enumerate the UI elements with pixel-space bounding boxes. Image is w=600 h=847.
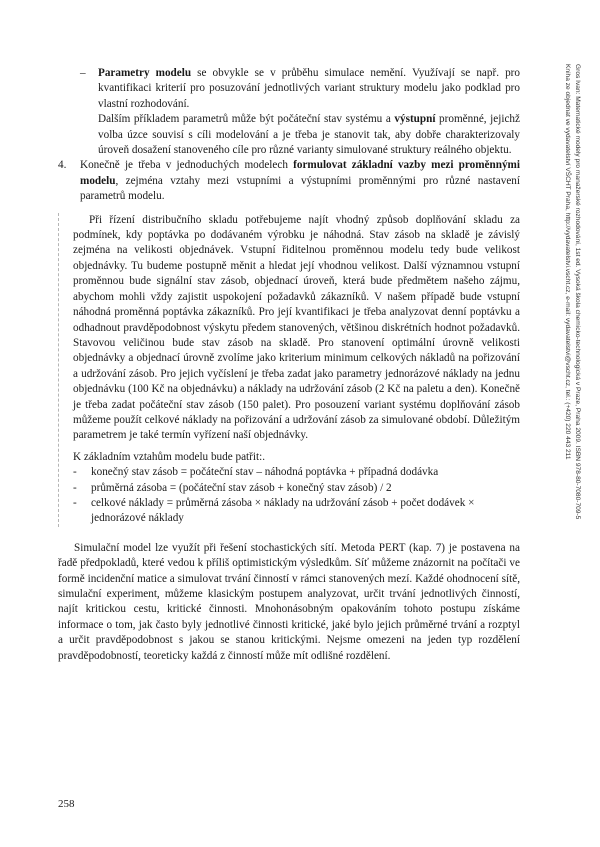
term-bold: formulovat základní vazby mezi proměnnými modelu [80,159,520,187]
dash-bullet: – [80,67,86,79]
citation-line: Gros Ivan: Matematické modely pro manažerské rozhodování, 1st ed. Vysoká škola chemicko-technologická v Praze, Praha 2009. ISBN 978-80-7080-709-5 [574,64,581,520]
order-line: Kniha ze objednat ve vydavatelství VŠCHT Praha, http://vydavatelstvi.vscht.cz, e-mail: vydavatelstvi@vscht.cz, tel.: (+420) 220 443 211 [564,64,571,460]
paragraph-stochastic-networks: Simulační model lze využít při řešení stochastických sítí. Metoda PERT (kap. 7) je postavena na řadě předpokladů, které vedou k příliš optimistickým výsledkům. Síť můžeme znázornit na počítači ve formě incidenční matice a simulovat trvání činností v rámci stanovených mezí. Každé ohodnocení sítě, simulační experiment, můžeme klasickým postupem analyzovat, určit trvání jednotlivých činností, najít kritickou cestu, kritické činnosti. Mnohonásobným opakováním tohoto postupu získáme informace o tom, jak často byly jednotlivé činnosti kritické, jaké bylo jejich průměrné trvání a rozptyl a určit pravděpodobnost s jakou se stanou kritickými. Nejsme omezeni na jeden typ rozdělení pravděpodobností, teoreticky každá z činností může mít odlišné rozdělení. [58,541,520,662]
term-bold: výstupní [394,113,436,126]
term-bold: Parametry modelu [98,67,192,79]
side-citation [552,64,582,624]
page-number: 258 [58,798,75,810]
numbered-item-4: 4. Konečně je třeba v jednoduchých modelech formulovat základní vazby mezi proměnnými modelu, zejména vztahy mezi vstupními a výstupními proměnnými pro různé nastavení parametrů modelu. [58,158,520,204]
example-paragraph: Při řízení distribučního skladu potřebujeme najít vhodný způsob doplňování skladu za podmínek, kdy poptávka po dodávaném výrobku je náhodná. Stav zásob na skladě je závislý zejména na velikosti objednávek. Vstupní řiditelnou proměnnou modelu tedy bude velikost objednávky. Tu budeme postupně měnit a hledat její vhodnou velikost. Další významnou vstupní proměnnou bude signální stav zásob, objednací úroveň, která bude předmětem našeho zájmu, abychom mohli vždy zajistit uspokojení požadavků zákazníků. V našem případě bude vstupní náhodná proměnná poptávka zákazníků. Pro její kvantifikaci je třeba analyzovat denní poptávku a odhadnout pravděpodobnost výskytu předem stanovených, většinou diskrétních hodnot požadavků. Stavovou veličinou bude stav zásob na skladě. Pro stanovení optimální úrovně velikosti objednávky a objednací úrovně zvolíme jako kriterium minimum celkových nákladů na pořizování a udržování zásob. Pro jejich vyčíslení je třeba zadat jako parametry jednorázové náklady na jednu objednávku (100 Kč na objednávku) a náklady na udržování zásob (2 Kč na paletu a den). Konečně je třeba zadat počáteční stav zásob (150 palet). Pro posouzení variant systému doplňování zásob můžeme použít celkové náklady na pořizování a udržování zásob za simulované období. Důležitým parametrem je také termín vyřízení naší objednávky. [73,213,520,442]
item-number: 4. [58,159,67,172]
list-item-parameters [80,66,520,112]
item-text: se obvykle se v průběhu simulace nemění. Využívají se např. pro kvantifikaci kriterií pro posuzování jednotlivých variant struktury modelu jako podklad pro vlastní rozhodování. [98,67,520,110]
example-box [58,213,520,527]
list-item: - průměrná zásoba = (počáteční stav zásob + konečný stav zásob) / 2 [73,481,392,494]
list-item: - konečný stav zásob = počáteční stav – náhodná poptávka + případná dodávka [73,466,439,479]
relations-intro: K základním vztahům modelu bude patřit:. [73,450,266,463]
paragraph-initial-state: Dalším příkladem parametrů může být počáteční stav systému a výstupní proměnné, jejichž volba úzce souvisí s cíli modelování a je třeba je stanovit tak, aby dobře charakterizovaly úroveň dosažení stanoveného cíle pro různé varianty simulované struktury reálného objektu. [98,113,520,157]
main-text [58,66,520,664]
list-item: - celkové náklady = průměrná zásoba × náklady na udržování zásob + počet dodávek × jednorázové náklady [73,496,475,525]
